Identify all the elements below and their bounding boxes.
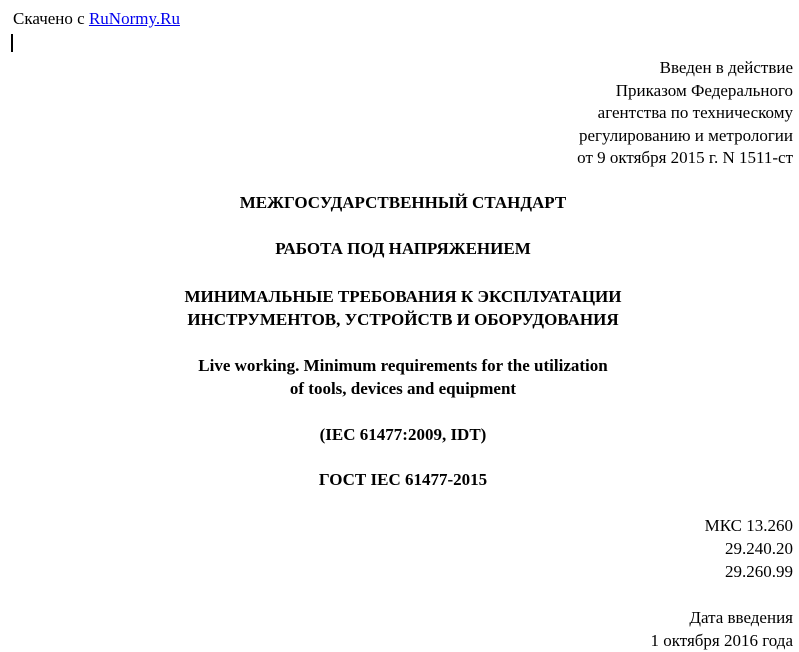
approval-line-1: Введен в действие [659, 58, 793, 77]
approval-line-3: агентства по техническому [597, 103, 793, 123]
approval-line-5: от 9 октября 2015 г. N 1511-ст [577, 148, 793, 168]
gost-number: ГОСТ IEC 61477-2015 [318, 470, 488, 489]
mks-line-2: 29.240.20 [725, 539, 793, 558]
introduction-label: Дата введения [689, 608, 793, 627]
source-line [13, 9, 180, 29]
text-cursor [11, 34, 13, 52]
introduction-date-block [650, 606, 793, 652]
source-link[interactable]: RuNormy.Ru [88, 9, 180, 28]
approval-line-4: регулированию и метрологии [578, 125, 793, 145]
mks-line-1: МКС 13.260 [704, 516, 793, 535]
subtitle-line-1: МИНИМАЛЬНЫЕ ТРЕБОВАНИЯ К ЭКСПЛУАТАЦИИ [184, 287, 622, 306]
document-title: РАБОТА ПОД НАПРЯЖЕНИЕМ [275, 239, 531, 258]
english-title-line-2: of tools, devices and equipment [289, 379, 517, 398]
mks-line-3: 29.260.99 [725, 562, 793, 581]
approval-line-2: Приказом Федерального [615, 80, 793, 100]
source-prefix: Скачено с [13, 9, 85, 28]
introduction-date: 1 октября 2016 года [650, 631, 793, 650]
mks-block [705, 514, 793, 583]
english-title-line-1: Live working. Minimum requirements for the utilization [198, 356, 608, 375]
approval-block [577, 57, 793, 170]
english-title [0, 354, 799, 400]
standard-type-heading: МЕЖГОСУДАРСТВЕННЫЙ СТАНДАРТ [239, 193, 567, 212]
iec-reference: (IEC 61477:2009, IDT) [319, 425, 487, 444]
subtitle-line-2: ИНСТРУМЕНТОВ, УСТРОЙСТВ И ОБОРУДОВАНИЯ [187, 310, 619, 329]
document-subtitle [0, 285, 799, 331]
